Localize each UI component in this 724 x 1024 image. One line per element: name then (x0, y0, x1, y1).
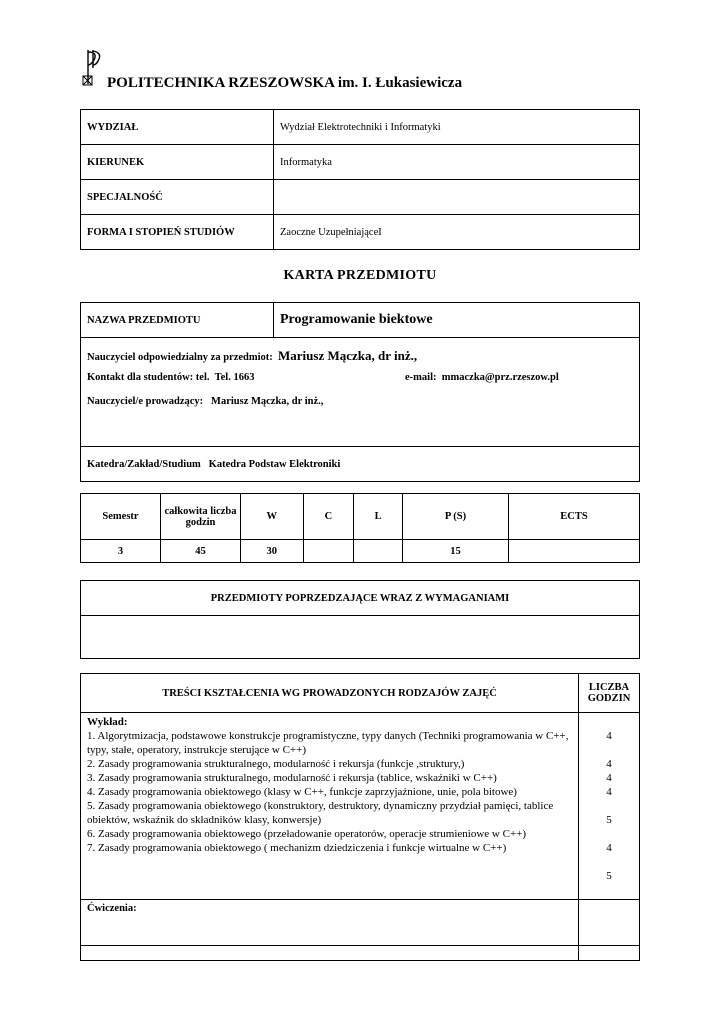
course-content-table (80, 673, 640, 961)
list-item: 4. Zasady programowania obiektowego (klasy w C++, funkcje zaprzyjaźnione, unie, pola bitowe) (87, 786, 517, 798)
lecturers-label: Nauczyciel/e prowadzący: (87, 396, 204, 407)
header-l: L (354, 494, 403, 540)
table-row (81, 900, 640, 946)
email-value: mmaczka@prz.rzeszow.pl (441, 372, 559, 383)
content-title: TREŚCI KSZTAŁCENIA WG PROWADZONYCH RODZAJÓW ZAJĘĆ (81, 674, 579, 713)
faculty-value: Wydział Elektrotechniki i Informatyki (274, 110, 640, 145)
header-p: P (S) (402, 494, 508, 540)
table-row (81, 303, 640, 338)
email-block (405, 372, 559, 383)
list-item: 6. Zasady programowania obiektowego (przeładowanie operatorów, operacje strumieniowe w C++) (87, 828, 527, 840)
study-form-value: Zaoczne UzupełniająceI (274, 215, 640, 250)
value-p: 15 (402, 540, 508, 563)
empty-cell (579, 946, 640, 961)
contact-phone: Tel. 1663 (214, 372, 255, 383)
study-form-label: FORMA I STOPIEŃ STUDIÓW (81, 215, 274, 250)
value-w: 30 (241, 540, 304, 563)
subject-name-label: NAZWA PRZEDMIOTU (81, 303, 274, 338)
hours-value: 4 (606, 730, 612, 742)
hours-header: LICZBA GODZIN (579, 674, 640, 713)
lecturers-line (87, 396, 633, 420)
table-row (81, 338, 640, 447)
table-header-row (81, 674, 640, 713)
hours-value: 4 (606, 772, 612, 784)
list-item: 1. Algorytmizacja, podstawowe konstrukcje programistyczne, typy danych (Techniki programowania w C++, typy, stałe, operatory, instrukcje sterujące w C++) (87, 730, 569, 756)
hours-value: 4 (606, 842, 612, 854)
university-logo-icon (82, 48, 106, 88)
department-label: Katedra/Zakład/Studium (87, 458, 201, 470)
table-row (81, 180, 640, 215)
section-title: KARTA PRZEDMIOTU (283, 268, 437, 283)
hours-table (80, 493, 640, 563)
specialization-value (274, 180, 640, 215)
contact-label: Kontakt dla studentów: tel. (87, 372, 210, 383)
department-cell (81, 447, 640, 482)
hours-value: 5 (606, 814, 612, 826)
email-label: e-mail: (405, 372, 437, 383)
list-item: 5. Zasady programowania obiektowego (konstruktory, destruktory, dynamiczny przydział pamięci, tablice obiektów, wskaźnik do składników klasy, konwersje) (87, 800, 554, 826)
list-item: 7. Zasady programowania obiektowego ( mechanizm dziedziczenia i funkcje wirtualne w C++) (87, 842, 507, 854)
contact-line (87, 372, 633, 396)
hours-value: 4 (606, 758, 612, 770)
header-w: W (241, 494, 304, 540)
table-row (81, 215, 640, 250)
lecture-label: Wykład: (87, 716, 128, 728)
faculty-info-table (80, 109, 640, 250)
table-row (81, 145, 640, 180)
value-total-hours: 45 (161, 540, 241, 563)
department-value: Katedra Podstaw Elektroniki (208, 458, 341, 470)
lecture-hours (579, 713, 640, 900)
header-semester: Semestr (81, 494, 161, 540)
hours-value: 5 (606, 870, 612, 882)
prerequisites-title: PRZEDMIOTY POPRZEDZAJĄCE WRAZ Z WYMAGANIAMI (81, 581, 640, 616)
university-name: POLITECHNIKA RZESZOWSKA im. I. Łukasiewicza (107, 75, 463, 91)
subject-contact-info (81, 338, 640, 447)
lecturers-value: Mariusz Mączka, dr inż., (211, 396, 324, 407)
teacher-label: Nauczyciel odpowiedzialny za przedmiot: (87, 352, 273, 363)
teacher-line (87, 348, 633, 372)
prerequisites-table (80, 580, 640, 659)
table-row (81, 447, 640, 482)
exercise-label: Ćwiczenia: (81, 900, 579, 946)
empty-cell (81, 946, 579, 961)
faculty-label: WYDZIAŁ (81, 110, 274, 145)
value-l (354, 540, 403, 563)
hours-value: 4 (606, 786, 612, 798)
table-row (81, 946, 640, 961)
table-row (81, 540, 640, 563)
header-ects: ECTS (509, 494, 640, 540)
major-value: Informatyka (274, 145, 640, 180)
subject-table (80, 302, 640, 482)
value-semester: 3 (81, 540, 161, 563)
list-item: 3. Zasady programowania strukturalnego, modularność i rekursja (tablice, wskaźniki w C++) (87, 772, 497, 784)
lecture-topics (81, 713, 579, 900)
subject-name-value: Programowanie biektowe (274, 303, 640, 338)
header-total-hours: całkowita liczba godzin (161, 494, 241, 540)
table-row (81, 110, 640, 145)
header-c: C (303, 494, 354, 540)
table-row (81, 713, 640, 900)
table-row (81, 616, 640, 659)
exercise-hours (579, 900, 640, 946)
prerequisites-content (81, 616, 640, 659)
list-item: 2. Zasady programowania strukturalnego, modularność i rekursja (funkcje ,struktury,) (87, 758, 465, 770)
major-label: KIERUNEK (81, 145, 274, 180)
value-ects (509, 540, 640, 563)
specialization-label: SPECJALNOŚĆ (81, 180, 274, 215)
value-c (303, 540, 354, 563)
table-header-row (81, 581, 640, 616)
teacher-value: Mariusz Mączka, dr inż., (278, 348, 418, 363)
table-header-row (81, 494, 640, 540)
